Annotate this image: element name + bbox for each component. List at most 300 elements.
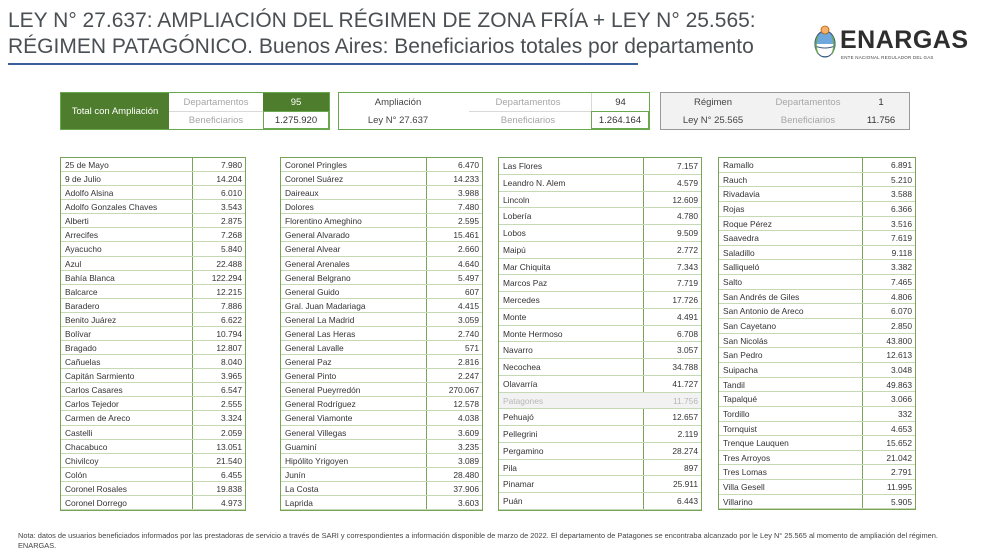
department-name: Navarro — [503, 345, 533, 356]
department-name: Tandil — [723, 379, 745, 390]
table-row — [61, 200, 245, 214]
department-name: Trenque Lauquen — [723, 438, 789, 449]
beneficiaries-value: 3.603 — [458, 497, 479, 508]
beneficiaries-value: 17.726 — [672, 295, 698, 306]
beneficiaries-value: 22.488 — [216, 258, 242, 269]
logo-wordmark: ENARGAS — [840, 26, 969, 54]
department-name: General La Madrid — [285, 314, 355, 325]
beneficiaries-value: 28.480 — [453, 469, 479, 480]
regimen-label: Régimen — [693, 96, 733, 108]
department-name: Adolfo Alsina — [65, 188, 114, 199]
table-row — [281, 186, 482, 200]
beneficiaries-value: 2.875 — [221, 216, 242, 227]
department-name: San Andrés de Giles — [723, 291, 800, 302]
table-row — [281, 397, 482, 411]
department-name: Coronel Dorrego — [65, 497, 127, 508]
table-row — [281, 411, 482, 425]
department-name: Florentino Ameghino — [285, 216, 362, 227]
table-row — [719, 465, 915, 480]
beneficiaries-value: 3.588 — [891, 189, 912, 200]
beneficiaries-value: 4.038 — [458, 413, 479, 424]
table-row — [281, 468, 482, 482]
table-row — [499, 259, 701, 276]
table-row — [281, 299, 482, 313]
department-name: Leandro N. Alem — [503, 177, 566, 188]
divider — [469, 111, 591, 112]
department-name: Gral. Juan Madariaga — [285, 300, 366, 311]
department-name: Balcarce — [65, 286, 98, 297]
table-row — [61, 186, 245, 200]
beneficiaries-value: 2.791 — [891, 467, 912, 478]
table-row — [499, 175, 701, 192]
beneficiaries-value: 5.210 — [891, 174, 912, 185]
beneficiaries-value: 12.578 — [453, 399, 479, 410]
department-name: Necochea — [503, 362, 541, 373]
department-name: Hipólito Yrigoyen — [285, 455, 349, 466]
department-name: Pehuajó — [503, 412, 534, 423]
beneficiaries-value: 3.048 — [891, 364, 912, 375]
department-name: General Alvear — [285, 244, 341, 255]
beneficiaries-value: 4.653 — [891, 423, 912, 434]
beneficiaries-value: 2.595 — [458, 216, 479, 227]
beneficiaries-value: 3.516 — [891, 218, 912, 229]
summary-ampliacion-box — [338, 92, 650, 130]
department-name: Las Flores — [503, 161, 543, 171]
beneficiaries-value: 3.089 — [458, 455, 479, 466]
department-name: Rivadavia — [723, 189, 760, 200]
department-name: Pergamino — [503, 445, 544, 456]
beneficiaries-value: 7.268 — [221, 230, 242, 241]
department-name: Chivilcoy — [65, 455, 99, 466]
department-name: General Las Heras — [285, 328, 356, 339]
department-name: La Costa — [285, 483, 319, 494]
table-row — [61, 411, 245, 425]
department-name: Tornquist — [723, 423, 757, 434]
table-row — [719, 334, 915, 349]
beneficiaries-value: 6.470 — [458, 160, 479, 170]
beneficiaries-value: 3.382 — [891, 262, 912, 273]
table-row — [499, 409, 701, 426]
beneficiaries-value: 7.619 — [891, 233, 912, 244]
beneficiaries-value: 7.157 — [677, 161, 698, 171]
beneficiaries-value: 3.988 — [458, 188, 479, 199]
table-row — [61, 228, 245, 242]
department-name: Coronel Pringles — [285, 160, 347, 170]
table-row — [499, 460, 701, 477]
beneficiaries-value: 10.794 — [216, 328, 242, 339]
department-name: General Paz — [285, 357, 332, 368]
department-name: Laprida — [285, 497, 313, 508]
beneficiaries-value: 11.995 — [887, 482, 912, 493]
department-name: Azul — [65, 258, 82, 269]
table-row — [281, 158, 482, 172]
table-row — [281, 355, 482, 369]
department-name: Rojas — [723, 203, 745, 214]
department-name: Carmen de Areco — [65, 413, 131, 424]
table-row — [281, 454, 482, 468]
ampliacion-dept-label: Departamentos — [495, 96, 561, 108]
beneficiaries-value: 2.850 — [891, 321, 912, 332]
department-name: Baradero — [65, 300, 100, 311]
table-row — [719, 392, 915, 407]
department-name: General Guido — [285, 286, 340, 297]
table-row — [61, 369, 245, 383]
department-name: San Cayetano — [723, 321, 777, 332]
department-name: Villa Gesell — [723, 482, 765, 493]
total-ben-value: 1.275.920 — [263, 111, 329, 129]
beneficiaries-value: 6.443 — [677, 496, 698, 507]
department-name: Alberti — [65, 216, 89, 227]
table-row — [499, 309, 701, 326]
department-name: Ayacucho — [65, 244, 102, 255]
table-row — [499, 208, 701, 225]
beneficiaries-value: 19.838 — [216, 483, 242, 494]
table-row — [61, 299, 245, 313]
table-row — [61, 172, 245, 186]
table-row — [61, 214, 245, 228]
regimen-ben-value: 11.756 — [866, 114, 896, 126]
department-name: Tordillo — [723, 408, 750, 419]
beneficiaries-value: 4.973 — [221, 497, 242, 508]
beneficiaries-value: 3.057 — [677, 345, 698, 356]
table-row — [61, 341, 245, 355]
department-name: Pinamar — [503, 479, 535, 490]
table-row — [719, 246, 915, 261]
beneficiaries-value: 9.509 — [677, 228, 698, 239]
table-row — [719, 319, 915, 334]
beneficiaries-value: 12.215 — [216, 286, 242, 297]
summary-regimen-box — [660, 92, 910, 130]
department-name: Tres Lomas — [723, 467, 767, 478]
beneficiaries-value: 6.891 — [891, 160, 912, 170]
ampliacion-ben-value: 1.264.164 — [591, 111, 649, 129]
department-name: 25 de Mayo — [65, 160, 109, 170]
beneficiaries-value: 14.204 — [216, 174, 242, 185]
beneficiaries-value: 332 — [898, 408, 912, 419]
beneficiaries-value: 5.840 — [221, 244, 242, 255]
beneficiaries-value: 3.609 — [458, 427, 479, 438]
beneficiaries-value: 571 — [465, 343, 479, 354]
beneficiaries-value: 15.652 — [886, 438, 912, 449]
table-row — [719, 422, 915, 437]
table-row — [61, 313, 245, 327]
department-name: San Antonio de Areco — [723, 306, 804, 317]
department-name: Monte — [503, 311, 527, 322]
table-row — [499, 426, 701, 443]
table-row — [61, 482, 245, 496]
beneficiaries-value: 3.324 — [221, 413, 242, 424]
department-name: Salto — [723, 277, 743, 288]
department-name: Carlos Tejedor — [65, 399, 119, 410]
beneficiaries-value: 12.657 — [672, 412, 698, 423]
beneficiaries-value: 7.343 — [677, 261, 698, 272]
beneficiaries-value: 2.059 — [221, 427, 242, 438]
department-name: Saavedra — [723, 233, 759, 244]
table-row — [719, 260, 915, 275]
department-name: Bolívar — [65, 328, 92, 339]
department-name: Daireaux — [285, 188, 319, 199]
table-row — [499, 376, 701, 393]
table-row — [499, 242, 701, 259]
department-name: Bahía Blanca — [65, 272, 115, 283]
table-row — [499, 493, 701, 510]
table-row — [281, 341, 482, 355]
beneficiaries-value: 5.905 — [891, 496, 912, 507]
beneficiaries-value: 270.067 — [448, 385, 479, 396]
department-name: Chacabuco — [65, 441, 108, 452]
beneficiaries-value: 4.415 — [458, 300, 479, 311]
department-name: Capitán Sarmiento — [65, 371, 135, 382]
department-name: General Viamonte — [285, 413, 353, 424]
table-row — [281, 271, 482, 285]
department-name: Mar Chiquita — [503, 261, 551, 272]
department-name: General Pueyrredón — [285, 385, 361, 396]
table-row — [719, 304, 915, 319]
table-row — [499, 275, 701, 292]
beneficiaries-value: 2.660 — [458, 244, 479, 255]
department-name: San Pedro — [723, 350, 763, 361]
table-row — [61, 397, 245, 411]
table-row — [499, 292, 701, 309]
title-underline — [8, 63, 638, 65]
table-row — [281, 214, 482, 228]
department-name: General Lavalle — [285, 343, 344, 354]
summary-total-box — [60, 92, 330, 130]
department-name: Rauch — [723, 174, 748, 185]
logo-subtitle: ENTE NACIONAL REGULADOR DEL GAS — [841, 55, 934, 60]
department-name: Marcos Paz — [503, 278, 548, 289]
department-name: San Nicolás — [723, 335, 768, 346]
table-row — [61, 285, 245, 299]
departments-table-1 — [60, 157, 246, 511]
beneficiaries-value: 4.780 — [677, 211, 698, 222]
table-row — [281, 242, 482, 256]
table-row — [499, 359, 701, 376]
table-row — [281, 369, 482, 383]
department-name: Coronel Rosales — [65, 483, 127, 494]
beneficiaries-value: 49.863 — [886, 379, 912, 390]
table-row — [281, 257, 482, 271]
beneficiaries-value: 9.118 — [891, 247, 912, 258]
department-name: Mercedes — [503, 295, 540, 306]
beneficiaries-value: 2.247 — [458, 371, 479, 382]
beneficiaries-value: 4.806 — [891, 291, 912, 302]
coat-of-arms-icon — [812, 24, 838, 62]
departments-table-4 — [718, 157, 916, 510]
table-row — [61, 327, 245, 341]
table-row — [61, 158, 245, 172]
table-row — [281, 228, 482, 242]
beneficiaries-value: 2.772 — [677, 244, 698, 255]
beneficiaries-value: 2.816 — [458, 357, 479, 368]
table-row — [719, 378, 915, 393]
beneficiaries-value: 15.461 — [453, 230, 479, 241]
table-row — [499, 342, 701, 359]
table-row — [281, 327, 482, 341]
beneficiaries-value: 28.274 — [672, 445, 698, 456]
beneficiaries-value: 4.491 — [677, 311, 698, 322]
divider — [169, 111, 263, 112]
table-row — [719, 363, 915, 378]
table-row — [719, 436, 915, 451]
beneficiaries-value: 6.455 — [221, 469, 242, 480]
table-row — [719, 158, 915, 173]
beneficiaries-value: 3.059 — [458, 314, 479, 325]
table-row — [719, 495, 915, 510]
department-name: Carlos Casares — [65, 385, 123, 396]
department-name: Cañuelas — [65, 357, 101, 368]
beneficiaries-value: 12.807 — [216, 343, 242, 354]
table-row — [719, 290, 915, 305]
beneficiaries-value: 11.756 — [673, 395, 698, 406]
table-row — [61, 271, 245, 285]
beneficiaries-value: 6.366 — [891, 203, 912, 214]
footnote: Nota: datos de usuarios beneficiados informados por las prestadoras de servicio a través de SARI y correspondientes a información disponible de marzo de 2022. El departamento de Patagones se encontraba alcanzado por le Ley N° 25.565 al momento de ampliación del régimen. ENARGAS. — [18, 531, 938, 550]
beneficiaries-value: 897 — [684, 462, 698, 473]
beneficiaries-value: 41.727 — [672, 378, 698, 389]
department-name: Salliqueló — [723, 262, 760, 273]
department-name: Arrecifes — [65, 230, 99, 241]
total-label: Total con Ampliación — [61, 93, 169, 129]
table-row — [719, 407, 915, 422]
table-row — [499, 326, 701, 343]
page-title — [8, 8, 798, 60]
department-name: Monte Hermoso — [503, 328, 563, 339]
beneficiaries-value: 34.788 — [672, 362, 698, 373]
table-row — [281, 313, 482, 327]
department-name: General Pinto — [285, 371, 337, 382]
department-name: Maipú — [503, 244, 526, 255]
table-row — [719, 202, 915, 217]
title-line-2: RÉGIMEN PATAGÓNICO. Buenos Aires: Beneficiarios totales por departamento — [8, 35, 754, 58]
table-row — [719, 275, 915, 290]
table-row — [281, 383, 482, 397]
department-name: Pellegrini — [503, 429, 538, 440]
beneficiaries-value: 5.497 — [458, 272, 479, 283]
table-row — [61, 426, 245, 440]
beneficiaries-value: 122.294 — [211, 272, 242, 283]
departments-table-2 — [280, 157, 483, 511]
table-row — [61, 242, 245, 256]
beneficiaries-value: 12.609 — [672, 194, 698, 205]
department-name: Pila — [503, 462, 517, 473]
department-name: Tres Arroyos — [723, 452, 771, 463]
table-row — [499, 393, 701, 410]
department-name: Coronel Suárez — [285, 174, 344, 185]
department-name: General Alvarado — [285, 230, 350, 241]
table-row — [281, 440, 482, 454]
beneficiaries-value: 43.800 — [886, 335, 912, 346]
beneficiaries-value: 6.070 — [891, 306, 912, 317]
beneficiaries-value: 2.119 — [677, 429, 698, 440]
beneficiaries-value: 3.965 — [221, 371, 242, 382]
department-name: Saladillo — [723, 247, 755, 258]
department-name: Lobos — [503, 228, 526, 239]
department-name: General Villegas — [285, 427, 347, 438]
table-row — [499, 192, 701, 209]
regimen-dept-label: Departamentos — [775, 96, 841, 108]
department-name: Suipacha — [723, 364, 758, 375]
enargas-logo — [812, 24, 972, 64]
beneficiaries-value: 3.066 — [891, 394, 912, 405]
beneficiaries-value: 7.980 — [221, 160, 242, 170]
regimen-dept-value: 1 — [878, 96, 884, 108]
beneficiaries-value: 25.911 — [673, 479, 698, 490]
department-name: General Rodríguez — [285, 399, 356, 410]
beneficiaries-value: 4.640 — [458, 258, 479, 269]
beneficiaries-value: 3.235 — [458, 441, 479, 452]
table-row — [719, 451, 915, 466]
table-row — [499, 443, 701, 460]
department-name: Guaminí — [285, 441, 317, 452]
table-row — [719, 217, 915, 232]
table-row — [281, 200, 482, 214]
department-name: Castelli — [65, 427, 93, 438]
beneficiaries-value: 21.042 — [886, 452, 912, 463]
table-row — [499, 158, 701, 175]
table-row — [61, 454, 245, 468]
beneficiaries-value: 21.540 — [216, 455, 242, 466]
beneficiaries-value: 607 — [465, 286, 479, 297]
table-row — [61, 355, 245, 369]
table-row — [281, 482, 482, 496]
department-name: Colón — [65, 469, 87, 480]
table-row — [61, 257, 245, 271]
table-row — [281, 172, 482, 186]
department-name: Junín — [285, 469, 306, 480]
beneficiaries-value: 12.613 — [886, 350, 912, 361]
title-line-1: LEY N° 27.637: AMPLIACIÓN DEL RÉGIMEN DE ZONA FRÍA + LEY N° 25.565: — [8, 9, 756, 32]
department-name: Dolores — [285, 202, 314, 213]
beneficiaries-value: 7.886 — [221, 300, 242, 311]
department-name: Tapalqué — [723, 394, 757, 405]
beneficiaries-value: 7.719 — [677, 278, 698, 289]
department-name: Villarino — [723, 496, 753, 507]
beneficiaries-value: 6.547 — [221, 385, 242, 396]
table-row — [61, 440, 245, 454]
table-row — [499, 225, 701, 242]
beneficiaries-value: 37.906 — [453, 483, 479, 494]
department-name: General Arenales — [285, 258, 350, 269]
table-row — [719, 173, 915, 188]
beneficiaries-value: 6.708 — [677, 328, 698, 339]
table-row — [61, 496, 245, 510]
table-row — [719, 187, 915, 202]
table-row — [499, 476, 701, 493]
table-row — [61, 383, 245, 397]
beneficiaries-value: 8.040 — [221, 357, 242, 368]
beneficiaries-value: 7.465 — [891, 277, 912, 288]
department-name: Roque Pérez — [723, 218, 772, 229]
departments-table-3 — [498, 157, 702, 511]
department-name: Adolfo Gonzales Chaves — [65, 202, 158, 213]
regimen-law: Ley N° 25.565 — [682, 114, 744, 126]
table-row — [281, 426, 482, 440]
table-row — [719, 480, 915, 495]
table-row — [281, 285, 482, 299]
table-row — [281, 496, 482, 510]
beneficiaries-value: 3.543 — [221, 202, 242, 213]
total-dept-value: 95 — [263, 93, 329, 111]
table-row — [61, 468, 245, 482]
total-ben-label: Beneficiarios — [188, 114, 244, 126]
ampliacion-ben-label: Beneficiarios — [500, 114, 556, 126]
beneficiaries-value: 7.480 — [458, 202, 479, 213]
ampliacion-law: Ley N° 27.637 — [367, 114, 429, 126]
beneficiaries-value: 2.555 — [221, 399, 242, 410]
department-name: Benito Juárez — [65, 314, 117, 325]
regimen-ben-label: Beneficiarios — [780, 114, 836, 126]
